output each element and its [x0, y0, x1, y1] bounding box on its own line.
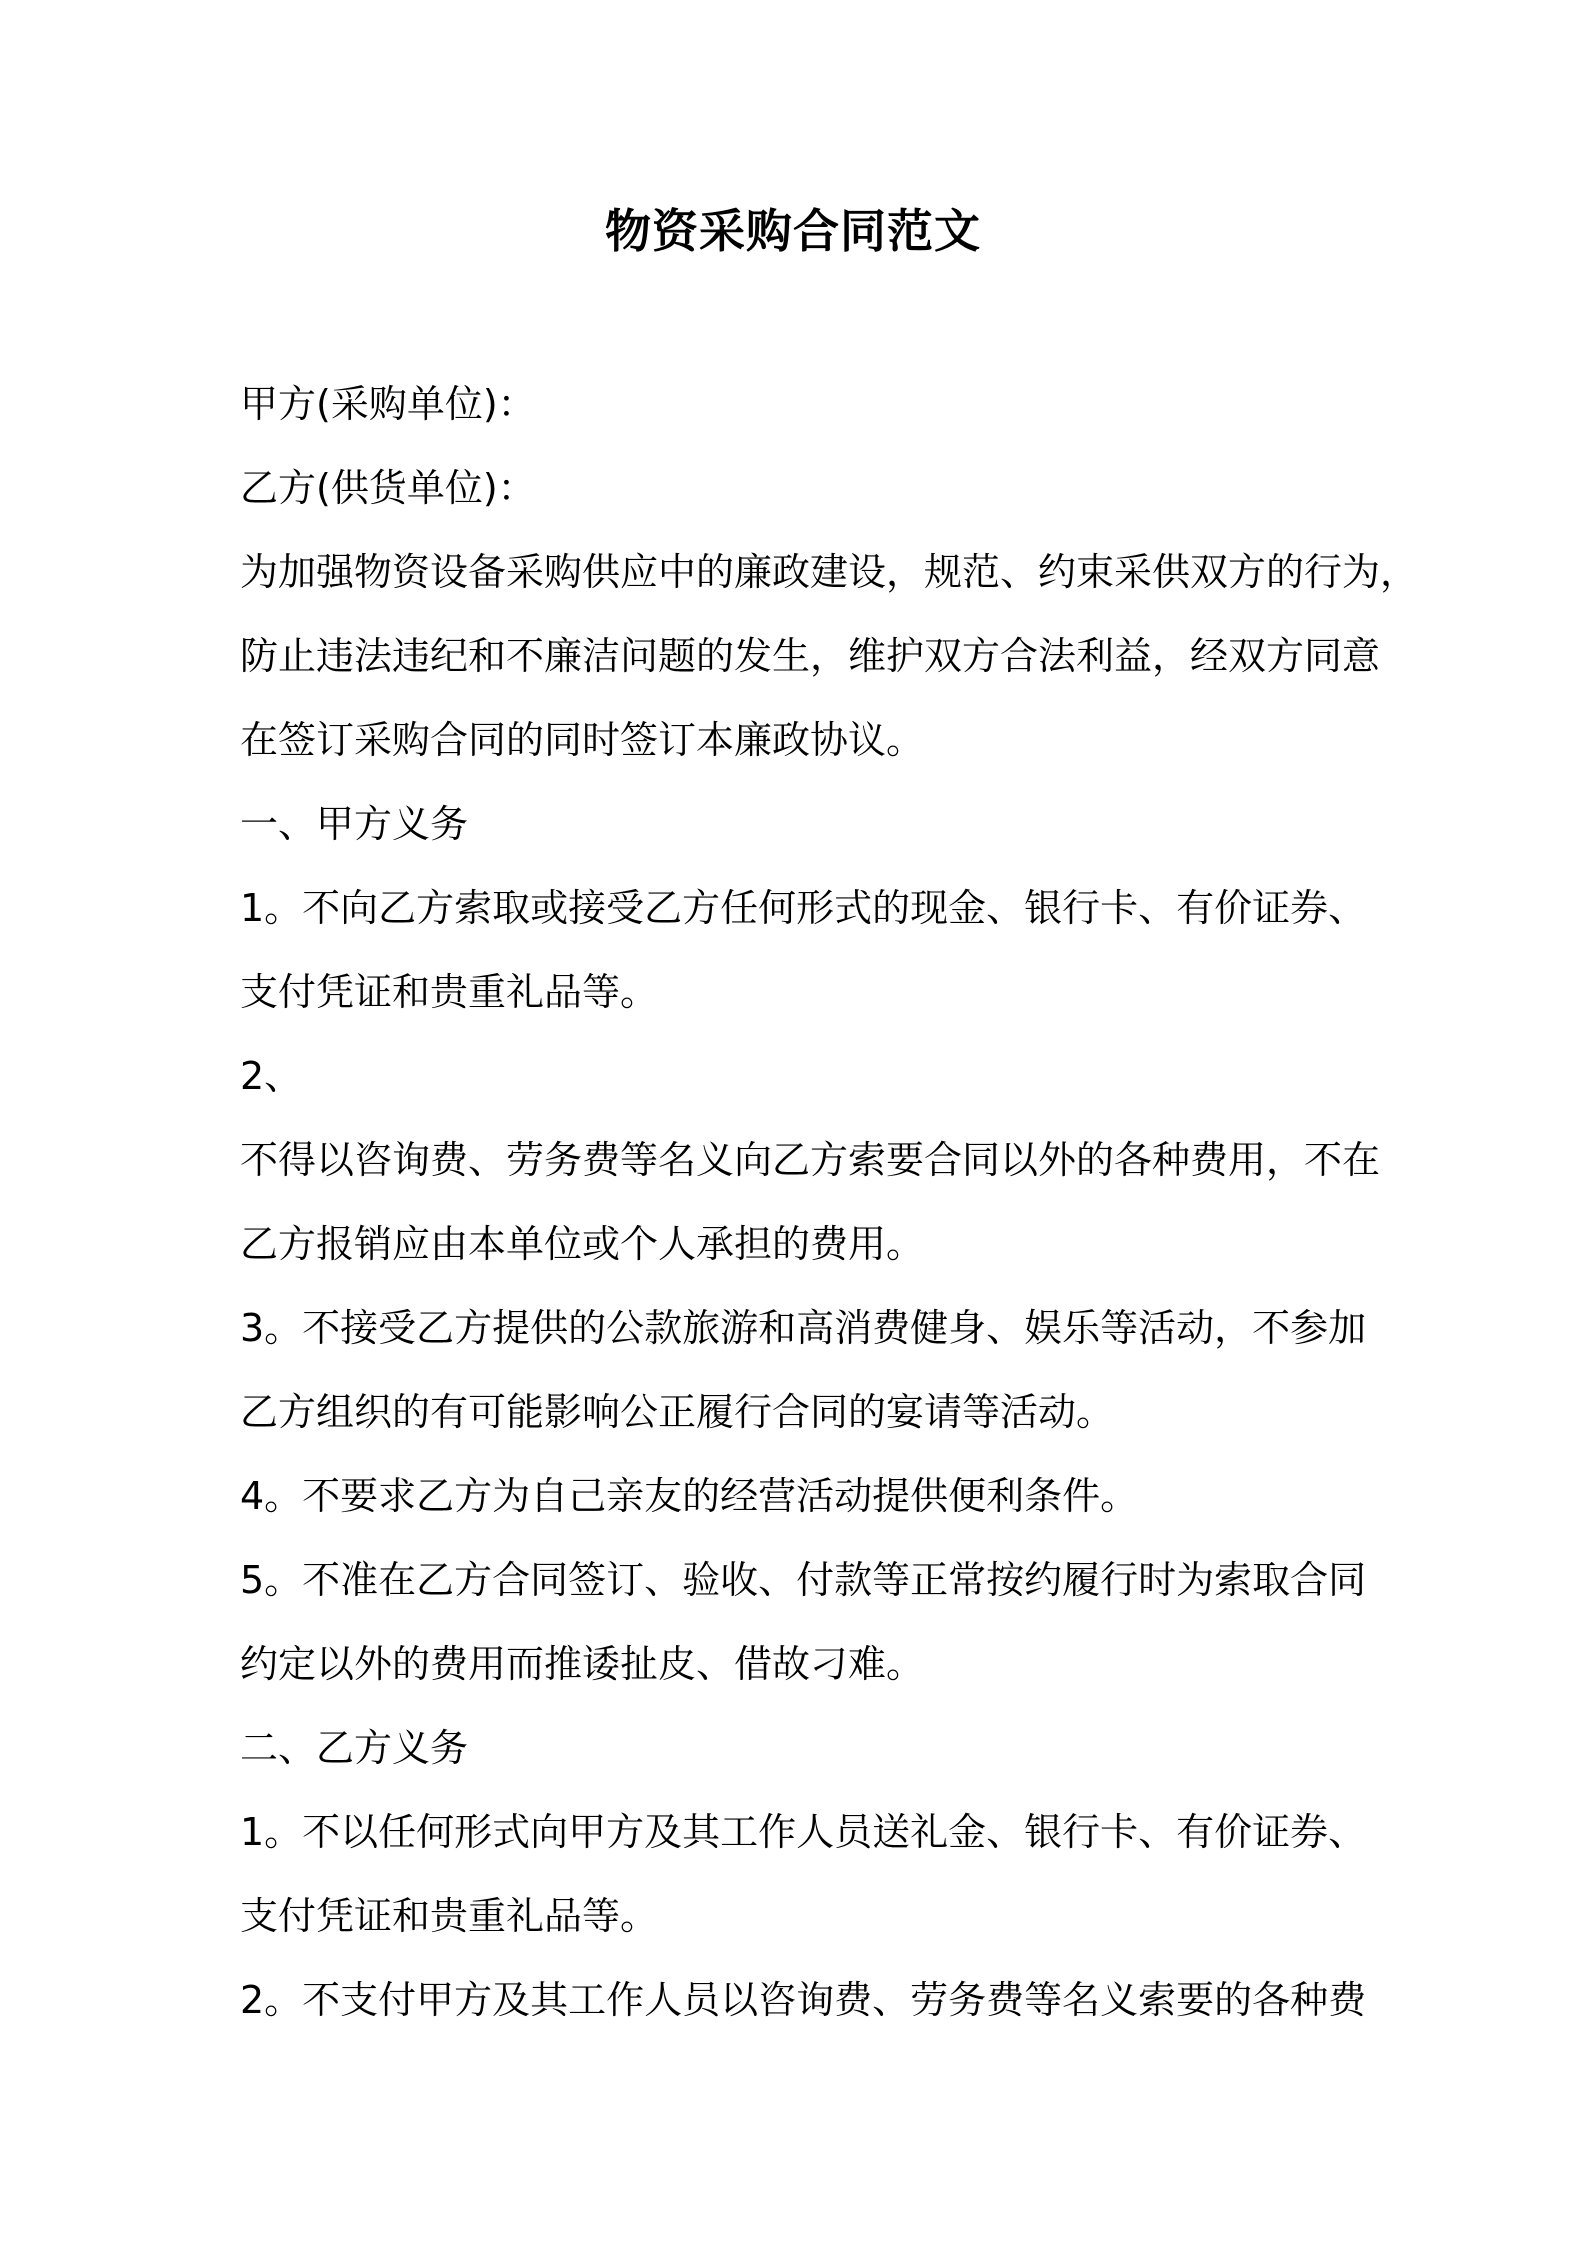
section-heading-party-a: 一、甲方义务	[240, 802, 469, 846]
clause-a2-line-2: 乙方报销应由本单位或个人承担的费用。	[240, 1222, 925, 1266]
clause-a3-line-2: 乙方组织的有可能影响公正履行合同的宴请等活动。	[240, 1390, 1115, 1434]
clause-a5-line-2: 约定以外的费用而推诿扯皮、借故刁难。	[240, 1642, 925, 1686]
preamble-line-3: 在签订采购合同的同时签订本廉政协议。	[240, 718, 925, 762]
preamble-line-1: 为加强物资设备采购供应中的廉政建设，规范、约束采供双方的行为，	[240, 550, 1419, 594]
party-b-line: 乙方(供货单位)：	[240, 466, 536, 510]
clause-a1-line-1: 1。不向乙方索取或接受乙方任何形式的现金、银行卡、有价证券、	[240, 886, 1367, 930]
preamble-line-2: 防止违法违纪和不廉洁问题的发生，维护双方合法利益，经双方同意	[240, 634, 1381, 678]
clause-b1-line-2: 支付凭证和贵重礼品等。	[240, 1894, 659, 1938]
clause-a2-number: 2、	[240, 1054, 303, 1098]
clause-a2-line-1: 不得以咨询费、劳务费等名义向乙方索要合同以外的各种费用，不在	[240, 1138, 1381, 1182]
clause-b2-line-1: 2。不支付甲方及其工作人员以咨询费、劳务费等名义索要的各种费	[240, 1978, 1367, 2022]
clause-a1-line-2: 支付凭证和贵重礼品等。	[240, 970, 659, 1014]
clause-b1-line-1: 1。不以任何形式向甲方及其工作人员送礼金、银行卡、有价证券、	[240, 1810, 1367, 1854]
clause-a5-line-1: 5。不准在乙方合同签订、验收、付款等正常按约履行时为索取合同	[240, 1558, 1367, 1602]
clause-a3-line-1: 3。不接受乙方提供的公款旅游和高消费健身、娱乐等活动，不参加	[240, 1306, 1367, 1350]
section-heading-party-b: 二、乙方义务	[240, 1726, 469, 1770]
document-title: 物资采购合同范文	[605, 204, 981, 258]
document-body	[240, 362, 1419, 2042]
party-a-line: 甲方(采购单位)：	[240, 382, 536, 426]
clause-a4-line-1: 4。不要求乙方为自己亲友的经营活动提供便利条件。	[240, 1474, 1139, 1518]
